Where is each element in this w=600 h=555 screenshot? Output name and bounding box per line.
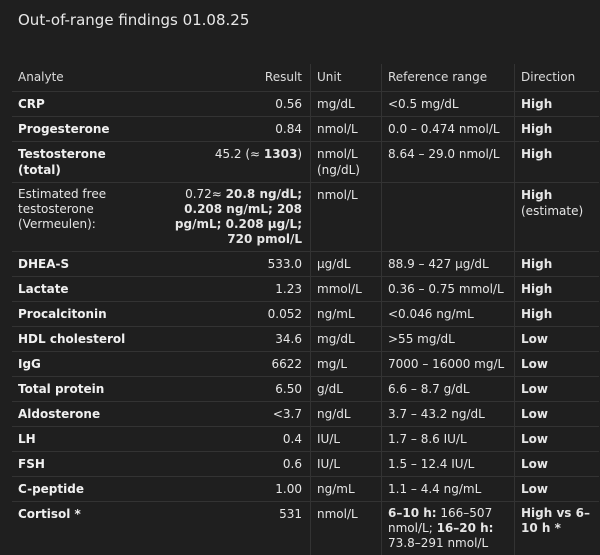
reference-part1-value: 166–507 nmol/L; [388,506,492,535]
reference-cell: 1.5 – 12.4 IU/L [382,452,515,477]
unit-cell: mg/dL [311,327,382,352]
reference-part2-value: 73.8–291 nmol/L [388,536,488,550]
reference-cell: 8.64 – 29.0 nmol/L [382,142,515,183]
unit-cell: ng/mL [311,477,382,502]
direction-cell: Low [515,377,600,402]
result-prefix: 45.2 (≈ [215,147,264,161]
result-cell: 0.4 [148,427,311,452]
unit-cell: ng/mL [311,302,382,327]
table-row [12,377,599,402]
reference-cell: <0.5 mg/dL [382,92,515,117]
result-prefix: 0.72≈ [185,187,226,201]
table-row [12,252,599,277]
analyte-cell: CRP [12,92,148,117]
direction-cell: High [515,117,600,142]
table-row [12,502,599,555]
table-row [12,402,599,427]
direction-cell: High [515,302,600,327]
result-cell: 1.00 [148,477,311,502]
result-cell: 1.23 [148,277,311,302]
result-cell [148,183,311,252]
unit-cell: mg/L [311,352,382,377]
reference-cell: <0.046 ng/mL [382,302,515,327]
result-cell [148,142,311,183]
direction-note: (estimate) [521,204,583,218]
analyte-cell: Estimated free testosterone (Vermeulen): [12,183,148,252]
result-bold: 1303 [264,147,297,161]
reference-cell: 3.7 – 43.2 ng/dL [382,402,515,427]
result-cell: 6.50 [148,377,311,402]
analyte-cell: Progesterone [12,117,148,142]
direction-value: High [521,188,552,202]
unit-cell: nmol/L (ng/dL) [311,142,382,183]
result-cell: 533.0 [148,252,311,277]
direction-cell: Low [515,402,600,427]
result-cell: <3.7 [148,402,311,427]
reference-cell: 6.6 – 8.7 g/dL [382,377,515,402]
unit-cell: mmol/L [311,277,382,302]
page-title: Out-of-range findings 01.08.25 [18,10,249,30]
findings-table [12,64,599,555]
reference-cell: >55 mg/dL [382,327,515,352]
analyte-cell: Aldosterone [12,402,148,427]
unit-cell: nmol/L [311,117,382,142]
unit-cell: IU/L [311,427,382,452]
analyte-cell: FSH [12,452,148,477]
header-analyte: Analyte [12,64,148,92]
direction-cell: High [515,252,600,277]
unit-cell: nmol/L [311,183,382,252]
table-header-row [12,64,599,92]
direction-cell: Low [515,327,600,352]
direction-cell: Low [515,427,600,452]
table-row [12,427,599,452]
table-row [12,277,599,302]
result-cell: 6622 [148,352,311,377]
unit-cell: µg/dL [311,252,382,277]
table-row [12,302,599,327]
reference-cell: 0.0 – 0.474 nmol/L [382,117,515,142]
direction-cell [515,183,600,252]
table-row [12,142,599,183]
analyte-cell: DHEA-S [12,252,148,277]
unit-cell: ng/dL [311,402,382,427]
result-cell: 34.6 [148,327,311,352]
table-row [12,183,599,252]
result-cell: 531 [148,502,311,555]
direction-cell: Low [515,477,600,502]
analyte-cell: HDL cholesterol [12,327,148,352]
unit-cell: IU/L [311,452,382,477]
analyte-cell: Procalcitonin [12,302,148,327]
analyte-cell: Cortisol * [12,502,148,555]
reference-cell: 7000 – 16000 mg/L [382,352,515,377]
direction-cell: High [515,277,600,302]
direction-cell: Low [515,352,600,377]
reference-part1-label: 6–10 h: [388,506,437,520]
result-cell: 0.052 [148,302,311,327]
unit-cell: nmol/L [311,502,382,555]
analyte-cell: Testosterone (total) [12,142,148,183]
analyte-cell: LH [12,427,148,452]
table-row [12,452,599,477]
result-suffix: ) [297,147,302,161]
analyte-cell: Total protein [12,377,148,402]
reference-cell: 1.1 – 4.4 ng/mL [382,477,515,502]
analyte-cell: C-peptide [12,477,148,502]
table-row [12,477,599,502]
reference-cell: 0.36 – 0.75 mmol/L [382,277,515,302]
direction-cell: High [515,92,600,117]
direction-cell: Low [515,452,600,477]
result-cell: 0.6 [148,452,311,477]
unit-cell: mg/dL [311,92,382,117]
header-direction: Direction [515,64,600,92]
table-row [12,327,599,352]
reference-cell [382,502,515,555]
table-row [12,117,599,142]
result-cell: 0.56 [148,92,311,117]
reference-cell [382,183,515,252]
table-row [12,92,599,117]
header-unit: Unit [311,64,382,92]
analyte-cell: IgG [12,352,148,377]
unit-cell: g/dL [311,377,382,402]
reference-cell: 1.7 – 8.6 IU/L [382,427,515,452]
header-reference: Reference range [382,64,515,92]
reference-cell: 88.9 – 427 µg/dL [382,252,515,277]
result-bold: 20.8 ng/dL; 0.208 ng/mL; 208 pg/mL; 0.208 µg/L; 720 pmol/L [175,187,302,246]
table-row [12,352,599,377]
result-cell: 0.84 [148,117,311,142]
header-result: Result [148,64,311,92]
reference-part2-label: 16–20 h: [437,521,494,535]
direction-cell: High vs 6–10 h * [515,502,600,555]
analyte-cell: Lactate [12,277,148,302]
direction-cell: High [515,142,600,183]
